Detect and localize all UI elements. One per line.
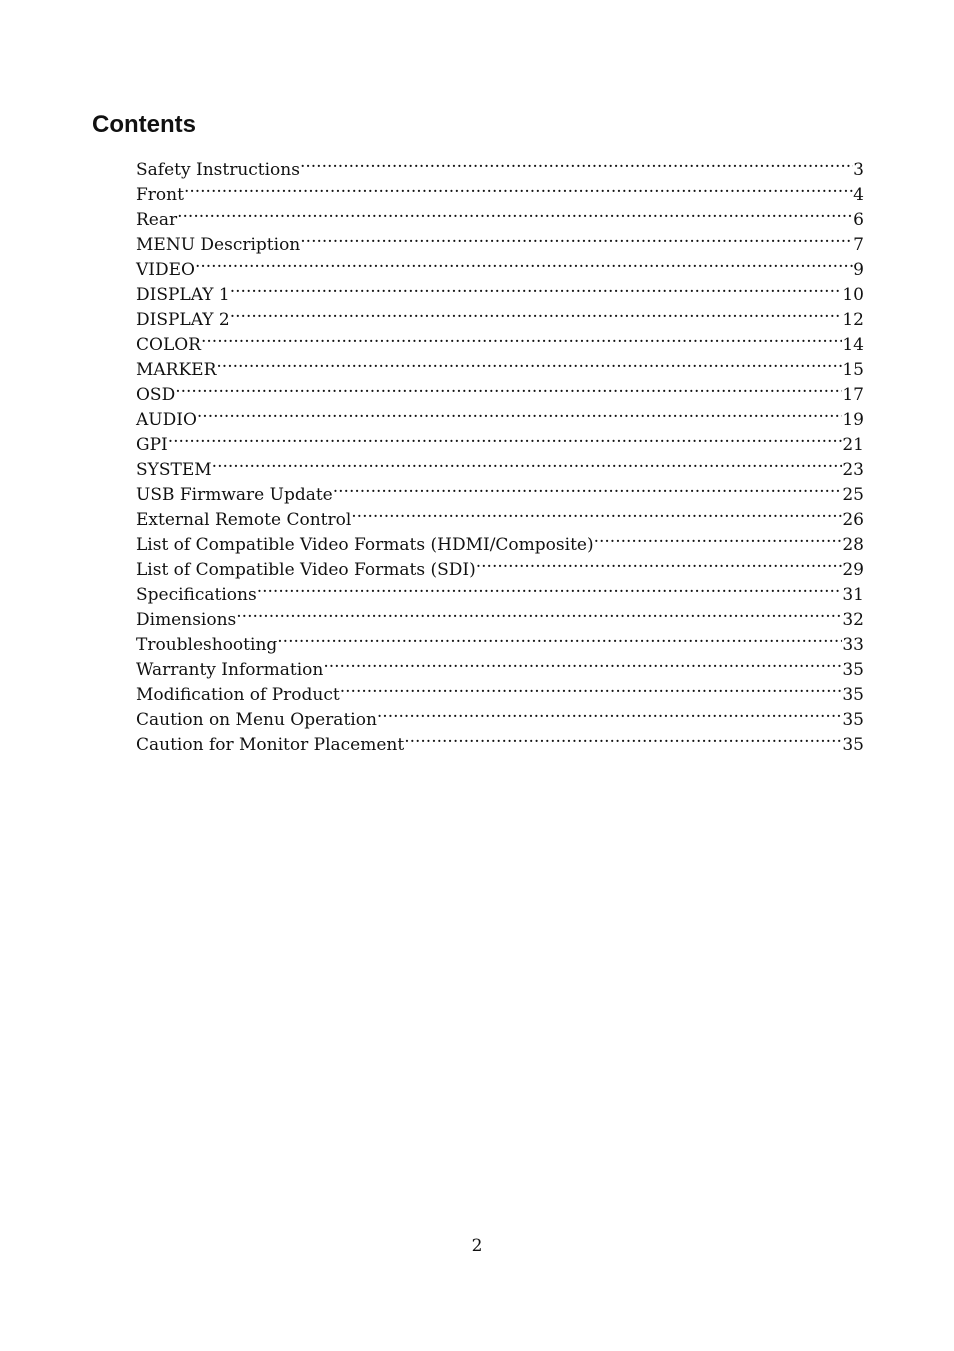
toc-entry-page: 15 xyxy=(842,360,864,380)
toc-entry-title: Caution on Menu Operation xyxy=(136,710,377,730)
toc-entry-page: 29 xyxy=(842,560,864,580)
toc-entry[interactable] xyxy=(136,300,864,330)
toc-entry-page: 7 xyxy=(853,235,864,255)
toc-entry-title: List of Compatible Video Formats (HDMI/Composite) xyxy=(136,535,594,555)
toc-entry-page: 14 xyxy=(842,335,864,355)
dot-leader xyxy=(212,450,843,475)
toc-entry-title: USB Firmware Update xyxy=(136,485,333,505)
toc-entry[interactable] xyxy=(136,600,864,630)
toc-entry-title: AUDIO xyxy=(136,410,197,430)
toc-entry-page: 17 xyxy=(842,385,864,405)
dot-leader xyxy=(216,350,842,375)
toc-entry-page: 35 xyxy=(842,660,864,680)
toc-entry-page: 10 xyxy=(842,285,864,305)
toc-entry-title: DISPLAY 2 xyxy=(136,310,230,330)
dot-leader xyxy=(230,300,843,325)
table-of-contents xyxy=(136,150,864,755)
toc-entry-page: 32 xyxy=(842,610,864,630)
dot-leader xyxy=(300,225,853,250)
toc-entry-title: List of Compatible Video Formats (SDI) xyxy=(136,560,476,580)
toc-entry-title: Safety Instructions xyxy=(136,160,300,180)
dot-leader xyxy=(195,250,853,275)
toc-entry-title: COLOR xyxy=(136,335,201,355)
toc-entry-page: 3 xyxy=(853,160,864,180)
toc-entry-page: 35 xyxy=(842,735,864,755)
toc-entry[interactable] xyxy=(136,450,864,480)
dot-leader xyxy=(168,425,843,450)
toc-entry-page: 4 xyxy=(853,185,864,205)
toc-entry-page: 31 xyxy=(842,585,864,605)
toc-entry-title: External Remote Control xyxy=(136,510,352,530)
toc-entry[interactable] xyxy=(136,625,864,655)
page-title: Contents xyxy=(92,111,196,138)
dot-leader xyxy=(377,700,842,725)
toc-entry-page: 6 xyxy=(853,210,864,230)
dot-leader xyxy=(177,200,853,225)
dot-leader xyxy=(257,575,843,600)
toc-entry-title: VIDEO xyxy=(136,260,195,280)
dot-leader xyxy=(236,600,842,625)
toc-entry-page: 35 xyxy=(842,685,864,705)
toc-entry-page: 9 xyxy=(853,260,864,280)
toc-entry-title: Caution for Monitor Placement xyxy=(136,735,405,755)
page-number: 2 xyxy=(471,1236,483,1256)
dot-leader xyxy=(184,175,853,200)
toc-entry[interactable] xyxy=(136,400,864,430)
toc-entry-title: Warranty Information xyxy=(136,660,324,680)
toc-entry[interactable] xyxy=(136,200,864,230)
toc-entry[interactable] xyxy=(136,350,864,380)
toc-entry-page: 21 xyxy=(842,435,864,455)
toc-entry-page: 35 xyxy=(842,710,864,730)
dot-leader xyxy=(175,375,842,400)
dot-leader xyxy=(277,625,842,650)
toc-entry-page: 26 xyxy=(842,510,864,530)
dot-leader xyxy=(201,325,842,350)
toc-entry[interactable] xyxy=(136,225,864,255)
toc-entry-page: 33 xyxy=(842,635,864,655)
toc-entry[interactable] xyxy=(136,150,864,180)
toc-entry-page: 23 xyxy=(842,460,864,480)
toc-entry-title: Front xyxy=(136,185,184,205)
dot-leader xyxy=(340,675,843,700)
toc-entry-title: Dimensions xyxy=(136,610,237,630)
toc-entry-title: OSD xyxy=(136,385,176,405)
toc-entry-title: SYSTEM xyxy=(136,460,212,480)
dot-leader xyxy=(476,550,843,575)
dot-leader xyxy=(300,150,853,175)
dot-leader xyxy=(351,500,842,525)
dot-leader xyxy=(230,275,843,300)
toc-entry-title: GPI xyxy=(136,435,168,455)
dot-leader xyxy=(323,650,842,675)
dot-leader xyxy=(404,725,842,750)
toc-entry-title: Specifications xyxy=(136,585,257,605)
dot-leader xyxy=(333,475,843,500)
toc-entry[interactable] xyxy=(136,275,864,305)
toc-entry-page: 12 xyxy=(842,310,864,330)
toc-entry[interactable] xyxy=(136,425,864,455)
toc-entry[interactable] xyxy=(136,175,864,205)
toc-entry-page: 19 xyxy=(842,410,864,430)
dot-leader xyxy=(594,525,843,550)
toc-entry[interactable] xyxy=(136,250,864,280)
toc-entry-title: Modification of Product xyxy=(136,685,340,705)
toc-entry-title: MENU Description xyxy=(136,235,301,255)
toc-entry[interactable] xyxy=(136,375,864,405)
toc-entry-title: DISPLAY 1 xyxy=(136,285,230,305)
toc-entry-page: 25 xyxy=(842,485,864,505)
toc-entry[interactable] xyxy=(136,475,864,505)
toc-entry[interactable] xyxy=(136,325,864,355)
toc-entry-title: Troubleshooting xyxy=(136,635,278,655)
dot-leader xyxy=(197,400,842,425)
toc-entry-title: Rear xyxy=(136,210,178,230)
toc-entry-title: MARKER xyxy=(136,360,217,380)
toc-entry-page: 28 xyxy=(842,535,864,555)
